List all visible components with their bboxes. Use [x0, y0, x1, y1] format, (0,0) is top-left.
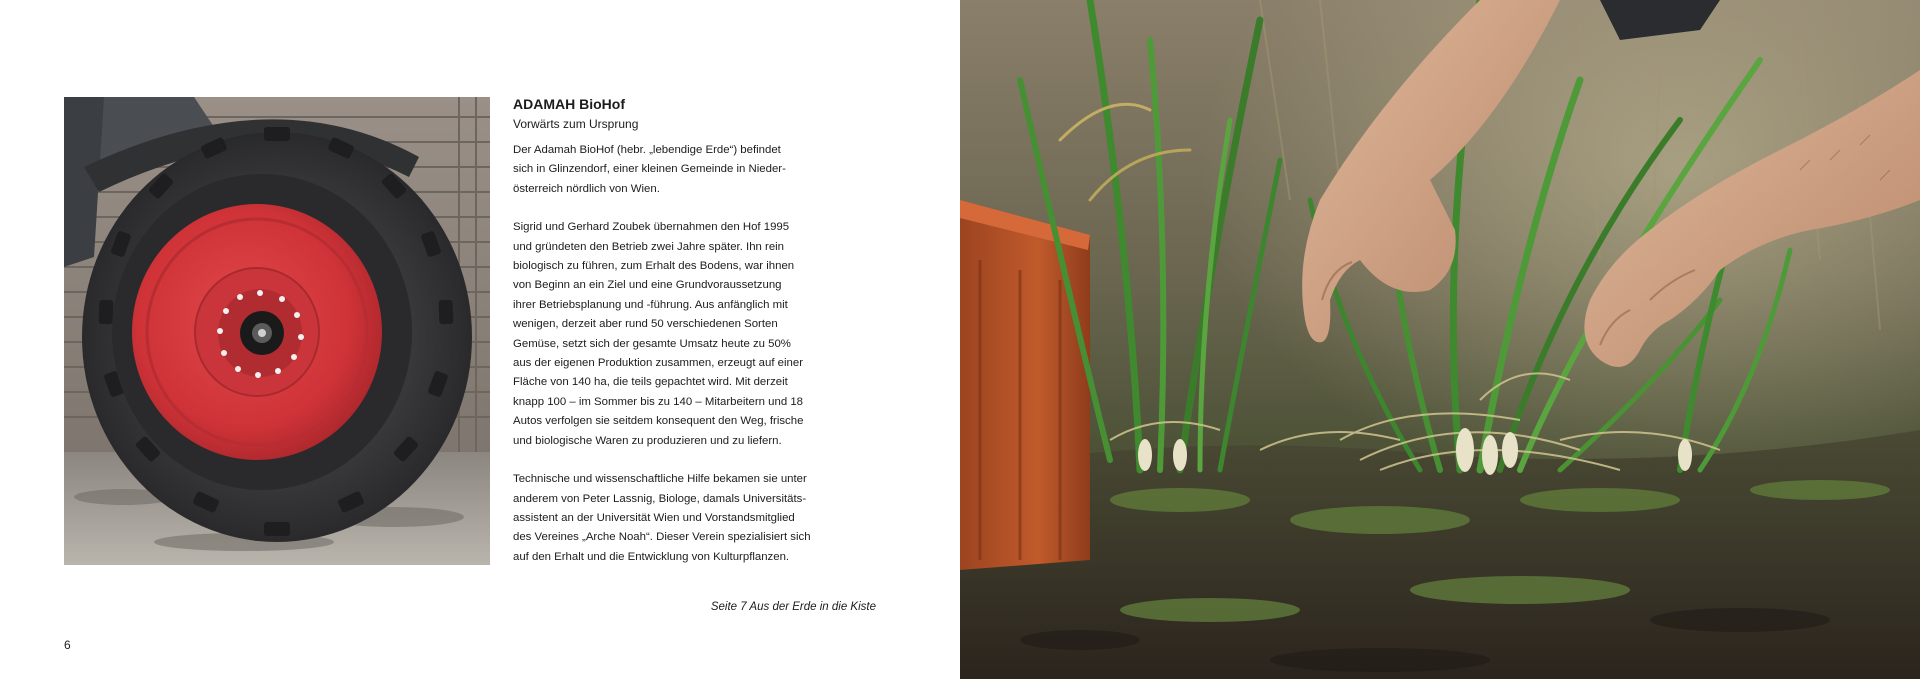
- article: [513, 95, 853, 586]
- tractor-wheel-photo: [64, 97, 490, 565]
- onion-harvest-photo: [960, 0, 1920, 679]
- article-subtitle: Vorwärts zum Ursprung: [513, 117, 639, 131]
- article-title: ADAMAH BioHof: [513, 96, 625, 112]
- article-paragraph-1: Der Adamah BioHof (hebr. „lebendige Erde“) befindet sich in Glinzendorf, einer kleinen Gemeinde in Nieder- österreich nördlich von Wien.: [513, 144, 786, 195]
- article-paragraph-3: Technische und wissenschaftliche Hilfe bekamen sie unter anderem von Peter Lassnig, Biologe, damals Universitäts- assistent an der Universität Wien und Vorstandsmitglied des Vereines „Arche Noah“. Dieser Verein spezialisiert sich auf den Erhalt und die Entwicklung von Kulturpflanzen.: [513, 473, 811, 563]
- article-paragraph-2: Sigrid und Gerhard Zoubek übernahmen den Hof 1995 und gründeten den Betrieb zwei Jahre später. Ihn rein biologisch zu führen, zum Erhalt des Bodens, war ihnen von Beginn an ein Ziel und eine Grundvoraussetzung ihrer Betriebsplanung und -führung. Aus anfänglich mit wenigen, derzeit aber rund 50 verschiedenen Sorten Gemüse, setzt sich der gesamte Umsatz heute zu 50% aus der eigenen Produktion zusammen, erzeugt auf einer Fläche von 140 ha, die teils gepachtet wird. Mit derzeit knapp 100 – im Sommer bis zu 140 – Mitarbeitern und 18 Autos verfolgen sie seitdem konsequent den Weg, frische und biologische Waren zu produzieren und zu liefern.: [513, 221, 804, 447]
- page-caption: Seite 7 Aus der Erde in die Kiste: [710, 601, 876, 613]
- page-number: 6: [64, 638, 71, 652]
